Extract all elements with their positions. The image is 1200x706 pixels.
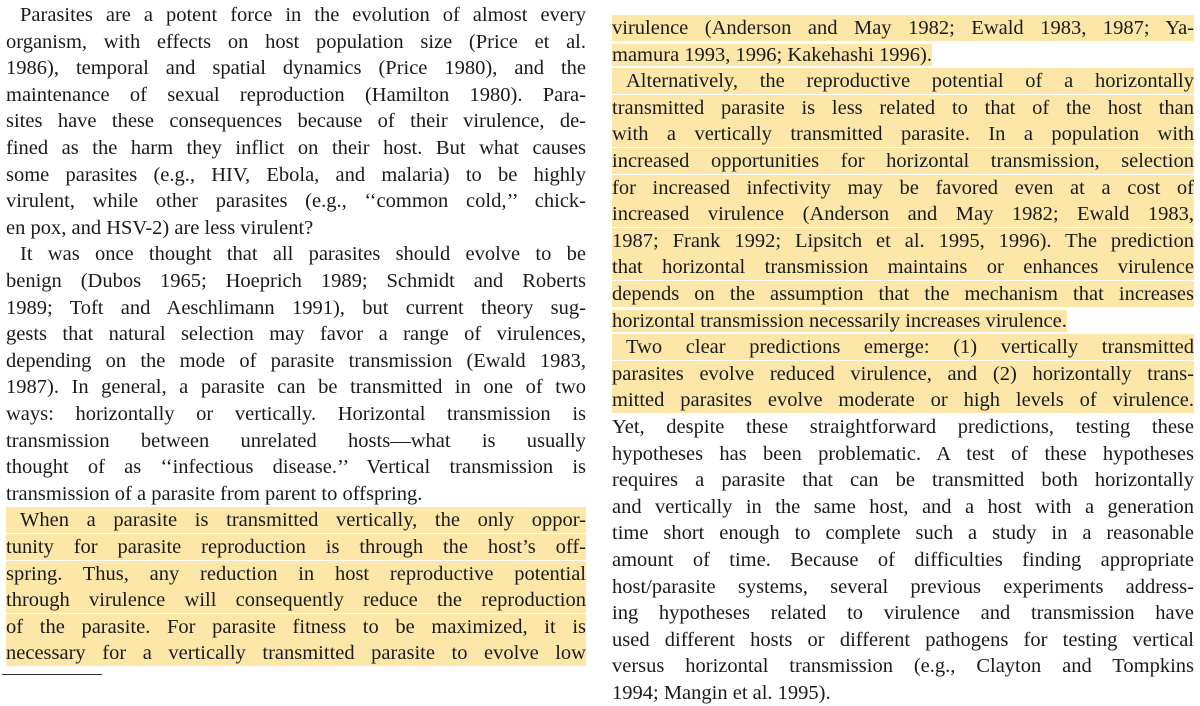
text-line: fined as the harm they inflict on their host. But what causes — [6, 137, 586, 159]
text-line: It was once thought that all parasites should evolve to be — [20, 243, 586, 266]
text-line: transmission of a parasite from parent to offspring. — [6, 482, 423, 505]
text-line: increased opportunities for horizontal transmission, selection — [612, 150, 1194, 172]
text-line: Parasites are a potent force in the evolution of almost every — [20, 4, 586, 26]
text-line: necessary for a vertically transmitted parasite to evolve low — [6, 642, 586, 665]
text-line: horizontal transmission necessarily increases virulence. — [612, 309, 1067, 332]
text-line: increased virulence (Anderson and May 1982; Ewald 1983, — [612, 203, 1194, 226]
text-line: When a parasite is transmitted vertically, the only oppor- — [6, 507, 586, 533]
text-line: amount of time. Because of difficulties finding appropriate — [612, 549, 1194, 571]
text-line: virulence (Anderson and May 1982; Ewald 1983, 1987; Ya- — [612, 17, 1194, 39]
text-line: 1987). In general, a parasite can be transmitted in one of two — [6, 376, 586, 399]
text-line: requires a parasite that can be transmitted both horizontally — [612, 469, 1194, 492]
text-line: 1987; Frank 1992; Lipsitch et al. 1995, 1996). The prediction — [612, 229, 1194, 252]
text-line: sites have these consequences because of their virulence, de- — [6, 110, 586, 133]
text-line: Yet, despite these straightforward predictions, testing these — [612, 416, 1194, 438]
text-line: used different hosts or different pathogens for testing vertical — [612, 628, 1194, 651]
text-line: transmitted parasite is less related to that of the host than — [612, 96, 1194, 119]
text-line: mamura 1993, 1996; Kakehashi 1996). — [612, 43, 932, 66]
text-line: Two clear predictions emerge: (1) vertically transmitted — [612, 334, 1194, 360]
text-line: thought of as ‘‘infectious disease.’’ Vertical transmission is — [6, 456, 586, 479]
text-line: ing hypotheses related to virulence and transmission have — [612, 602, 1194, 625]
text-line: host/parasite systems, several previous experiments address- — [612, 575, 1194, 598]
text-line: with a vertically transmitted parasite. In a population with — [612, 123, 1194, 146]
text-line: depends on the assumption that the mechanism that increases — [612, 283, 1194, 305]
text-line: 1989; Toft and Aeschlimann 1991), but current theory sug- — [6, 296, 586, 319]
text-line: time short enough to complete such a study in a reasonable — [612, 522, 1194, 545]
text-line: 1986), temporal and spatial dynamics (Price 1980), and the — [6, 57, 586, 80]
text-line: benign (Dubos 1965; Hoeprich 1989; Schmidt and Roberts — [6, 270, 586, 292]
text-line: mitted parasites evolve moderate or high levels of virulence. — [612, 389, 1194, 412]
text-line: organism, with effects on host population size (Price et al. — [6, 30, 586, 53]
footnote-rule — [2, 674, 102, 675]
text-line: depending on the mode of parasite transmission (Ewald 1983, — [6, 349, 586, 372]
text-line: versus horizontal transmission (e.g., Clayton and Tompkins — [612, 655, 1194, 678]
text-line: through virulence will consequently reduce the reproduction — [6, 589, 586, 612]
text-line: for increased infectivity may be favored even at a cost of — [612, 176, 1194, 199]
text-line: some parasites (e.g., HIV, Ebola, and malaria) to be highly — [6, 163, 586, 186]
text-line: hypotheses has been problematic. A test of these hypotheses — [612, 442, 1194, 465]
text-line: that horizontal transmission maintains or enhances virulence — [612, 256, 1194, 279]
text-line: 1994; Mangin et al. 1995). — [612, 682, 831, 704]
text-line: of the parasite. For parasite fitness to be maximized, it is — [6, 615, 586, 638]
text-line: gests that natural selection may favor a range of virulences, — [6, 323, 586, 346]
text-line: parasites evolve reduced virulence, and (2) horizontally trans- — [612, 362, 1194, 385]
text-line: Alternatively, the reproductive potential of a horizontally — [612, 68, 1194, 94]
text-line: en pox, and HSV-2) are less virulent? — [6, 216, 314, 239]
text-line: maintenance of sexual reproduction (Hamilton 1980). Para- — [6, 83, 586, 106]
text-line: ways: horizontally or vertically. Horizontal transmission is — [6, 403, 586, 425]
text-line: and vertically in the same host, and a host with a generation — [612, 495, 1194, 518]
text-line: spring. Thus, any reduction in host reproductive potential — [6, 562, 586, 585]
text-line: virulent, while other parasites (e.g., ‘‘common cold,’’ chick- — [6, 190, 586, 213]
text-line: tunity for parasite reproduction is through the host’s off- — [6, 536, 586, 558]
text-line: transmission between unrelated hosts—what is usually — [6, 429, 586, 452]
